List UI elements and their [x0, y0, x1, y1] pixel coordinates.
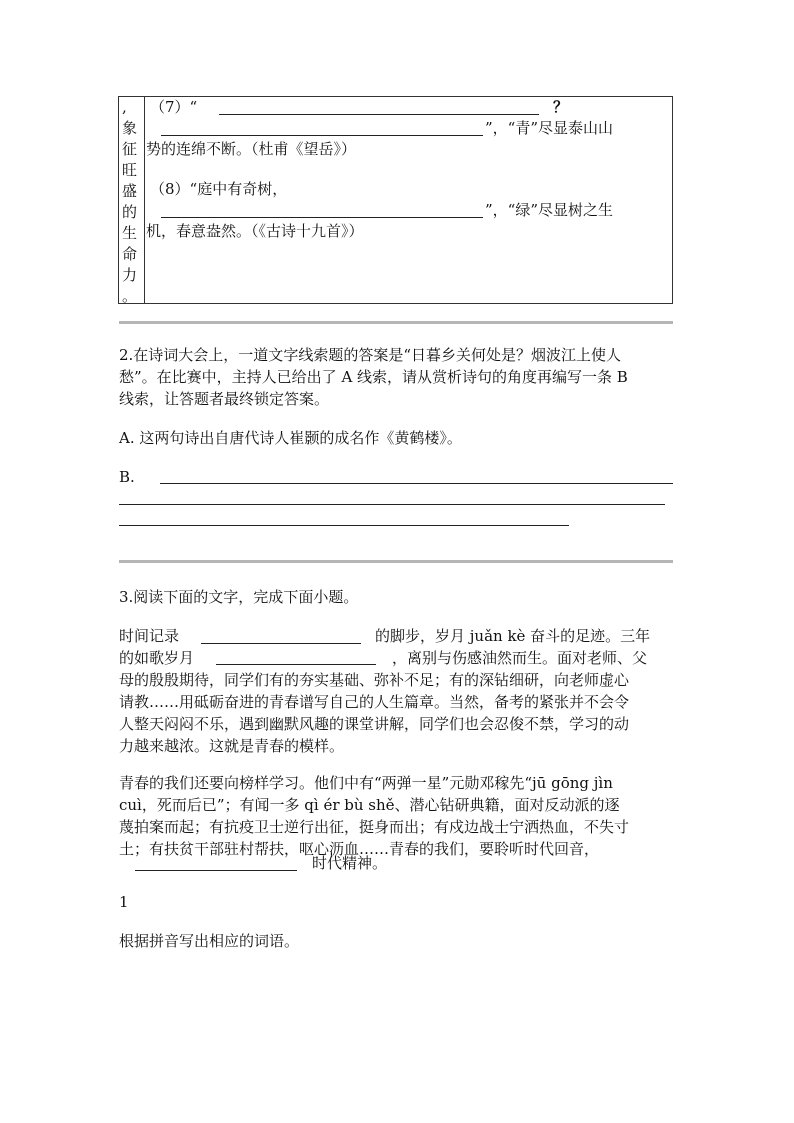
- item8-mid-text: ”，“绿”尽显树之生: [485, 201, 614, 219]
- q3-blank-3[interactable]: [135, 870, 297, 871]
- poetry-table: [118, 96, 673, 304]
- q3-sub-instruction: 根据拼音写出相应的词语。: [119, 932, 300, 950]
- q3-p1-text: 请教……用砥砺奋进的青春谱写自己的人生篇章。当然，备考的紧张并不会令: [119, 693, 630, 711]
- side-char: 盛: [122, 182, 138, 200]
- q3-p2-text: cuì，死而后已”；有闻一多 qì ér bù shě、潜心钻研典籍，面对反动派的逐: [119, 796, 620, 814]
- q2-line-2: 愁”。在比赛中，主持人已给出了 A 线索，请从赏析诗句的角度再编写一条 B: [119, 368, 628, 386]
- q2-answer-line-3[interactable]: [119, 525, 569, 526]
- q2-option-b-label: B.: [119, 468, 135, 486]
- item8-head-text: （8）“庭中有奇树，: [150, 180, 288, 198]
- side-char: 命: [122, 245, 138, 263]
- side-char: 征: [122, 140, 138, 158]
- side-char: 。: [122, 287, 138, 305]
- q2-option-a: A. 这两句诗出自唐代诗人崔颢的成名作《黄鹤楼》。: [119, 429, 462, 447]
- q2-line-3: 线索，让答题者最终锁定答案。: [119, 390, 330, 408]
- item7-tail-text: 势的连绵不断。（杜甫《望岳》）: [146, 140, 357, 158]
- item7-blank-2[interactable]: [161, 135, 483, 136]
- side-char: 力: [122, 266, 138, 284]
- side-column-text: [122, 97, 142, 307]
- q3-blank-1[interactable]: [201, 643, 361, 644]
- q3-p1-text: 母的殷殷期待，同学们有的夯实基础、弥补不足；有的深钻细研，向老师虚心: [119, 671, 630, 689]
- q2-answer-line-1[interactable]: [160, 483, 673, 484]
- q3-blank-2[interactable]: [216, 664, 376, 665]
- side-char: 象: [122, 119, 138, 137]
- item7-mid-text: ”，“青”尽显泰山山: [485, 119, 614, 137]
- section-divider: [119, 560, 673, 563]
- q3-p1-text: 人整天闷闷不乐，遇到幽默风趣的课堂讲解，同学们也会忍俊不禁，学习的动: [119, 715, 630, 733]
- side-char: ,: [122, 98, 127, 116]
- q3-p1-text: 的如歌岁月: [119, 649, 195, 667]
- q3-p1-text: 力越来越浓。这就是青春的模样。: [119, 737, 345, 755]
- item7-question-mark: ？: [553, 98, 569, 116]
- side-char: 旺: [122, 161, 138, 179]
- side-char: 的: [122, 203, 138, 221]
- q3-p2-text: 时代精神。: [312, 854, 388, 872]
- side-char: 生: [122, 224, 138, 242]
- q3-title: 3.阅读下面的文字，完成下面小题。: [119, 588, 359, 606]
- item7-blank-1[interactable]: [219, 114, 539, 115]
- q3-p1-text: 的脚步，岁月 juǎn kè 奋斗的足迹。三年: [375, 627, 651, 645]
- q3-p1-text: 时间记录: [119, 627, 180, 645]
- item7-number: （7）“: [150, 98, 198, 116]
- q3-sub-number: 1: [119, 893, 129, 911]
- item8-tail-text: 机，春意盎然。（《古诗十九首》）: [146, 222, 364, 240]
- q3-p1-text: ，离别与伤感油然而生。面对老师、父: [392, 649, 648, 667]
- q3-p2-text: 青春的我们还要向榜样学习。他们中有“两弹一星”元勋邓稼先“jū gōng jìn: [119, 774, 613, 792]
- q3-p2-text: 土；有扶贫干部驻村帮扶，呕心沥血……青春的我们，要聆听时代回音，: [119, 840, 600, 858]
- q2-answer-line-2[interactable]: [119, 504, 665, 505]
- section-divider: [119, 321, 673, 324]
- q3-p2-text: 蔑拍案而起；有抗疫卫士逆行出征，挺身而出；有戍边战士宁洒热血，不失寸: [119, 818, 630, 836]
- q2-line-1: 2.在诗词大会上，一道文字线索题的答案是“日暮乡关何处是？烟波江上使人: [119, 346, 621, 364]
- table-column-divider: [144, 97, 145, 303]
- item8-blank[interactable]: [161, 217, 483, 218]
